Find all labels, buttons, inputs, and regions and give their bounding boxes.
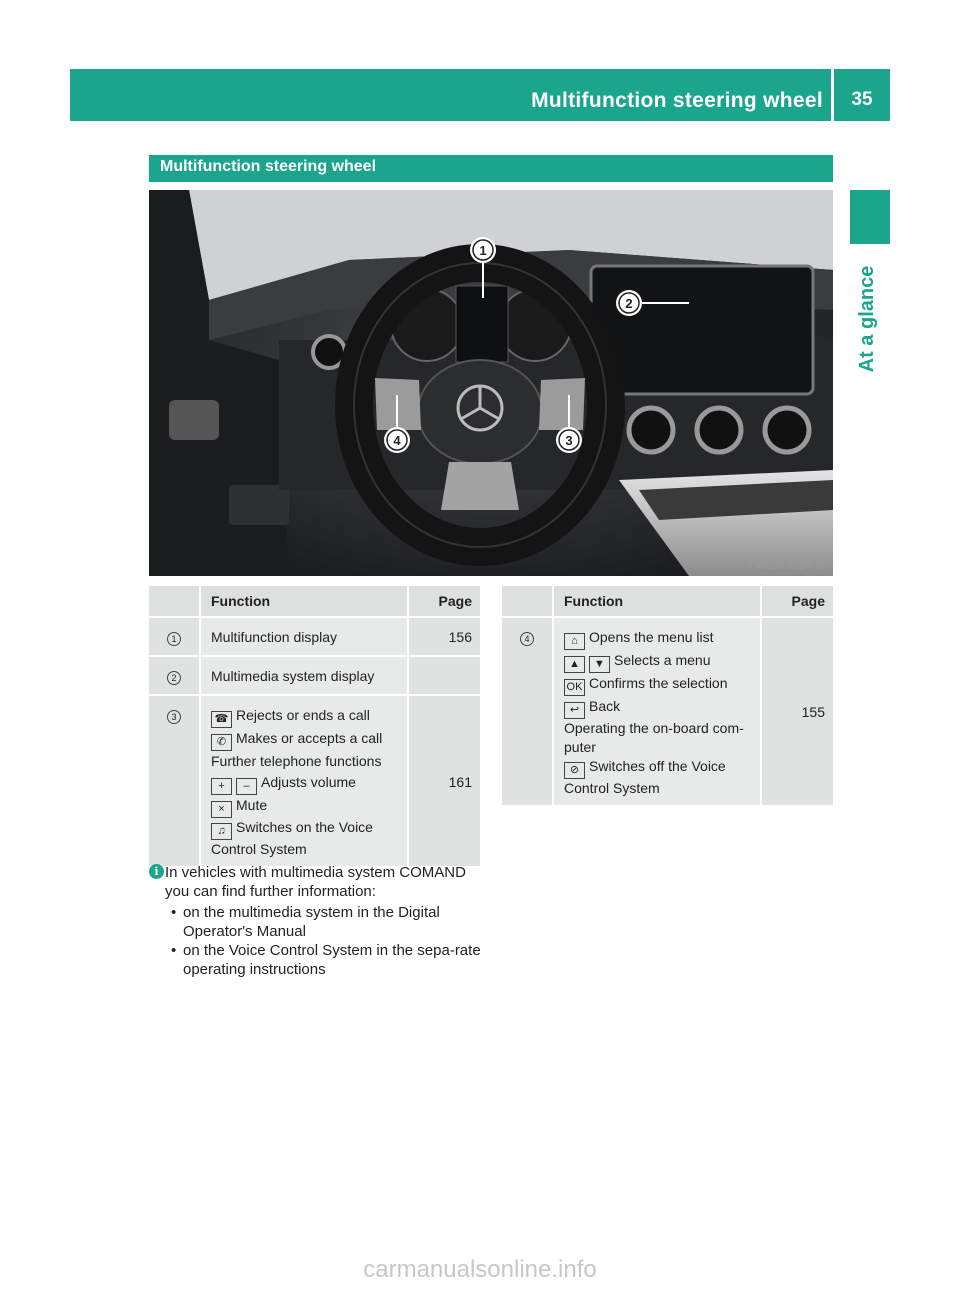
callout-2-label: 2 [625,296,633,311]
item-number: 1 [167,632,181,646]
table-row [502,616,833,805]
info-icon: i [149,864,164,879]
function-text: Operating the on-board com-puter [564,720,744,755]
table-row [149,655,480,694]
callout-3-label: 3 [565,433,573,448]
callout-1 [470,237,496,263]
function-text: Further telephone functions [211,753,382,769]
item-number: 3 [167,710,181,724]
side-tab-label: At a glance [856,265,878,373]
function-text: Back [589,698,621,714]
header-function: Function [552,586,762,616]
page-ref: 161 [409,694,480,866]
plus-icon: + [211,778,232,795]
function-text: Adjusts volume [261,774,356,790]
item-number: 2 [167,671,181,685]
section-title: Multifunction steering wheel [160,158,377,175]
down-icon: ▼ [589,656,610,673]
page-number: 35 [851,89,873,110]
phone-hangup-icon: ☎ [211,711,232,728]
header-function: Function [199,586,409,616]
function-text: Multifunction display [211,629,338,645]
function-text: Selects a menu [614,652,711,668]
ok-icon: OK [564,679,585,696]
item-number: 4 [520,632,534,646]
note-intro: In vehicles with multimedia system COMAND you can find further information: [165,864,466,900]
table-header-row [149,586,480,616]
page-ref [409,655,480,694]
callout-2 [616,290,642,316]
function-text: Makes or accepts a call [236,730,383,746]
callout-4-label: 4 [393,433,401,448]
up-icon: ▲ [564,656,585,673]
voice-off-icon: ⊘ [564,762,585,779]
function-text: Opens the menu list [589,629,714,645]
header-page: Page [409,586,480,616]
function-text: Switches off the Voice Control System [564,758,726,796]
voice-icon: ♫ [211,823,232,840]
list-item: • on the Voice Control System in the sepa-rate operating instructions [165,941,485,979]
section-title-bar [149,155,833,182]
callout-1-label: 1 [479,243,487,258]
table-header-row [502,586,833,616]
cockpit-illustration [149,190,833,576]
header-title-box [70,69,897,121]
minus-icon: – [236,778,257,795]
table-row [149,694,480,866]
callout-3 [556,427,582,453]
info-note [165,863,485,979]
function-text: Mute [236,797,268,813]
function-text: Multimedia system display [211,668,375,684]
watermark: carmanualsonline.info [363,1256,597,1283]
header-num [149,586,199,616]
page-ref: 156 [409,616,480,655]
phone-accept-icon: ✆ [211,734,232,751]
function-text: Switches on the Voice Control System [211,819,373,857]
table-row [149,616,480,655]
mute-icon: × [211,801,232,818]
home-icon: ⌂ [564,633,585,650]
function-table-left [149,586,480,866]
function-text: Confirms the selection [589,675,728,691]
callout-4 [384,427,410,453]
photo-code: P46.10-8224-31 [748,560,827,572]
header-title: Multifunction steering wheel [531,89,823,112]
note-bullets [165,903,485,979]
header-page: Page [762,586,833,616]
function-table-right [502,586,833,805]
back-icon: ↩ [564,702,585,719]
page-ref: 155 [762,616,833,805]
cockpit-photo [149,190,833,576]
list-item: • on the multimedia system in the Digital Operator's Manual [165,903,485,941]
function-text: Rejects or ends a call [236,707,370,723]
header-num [502,586,552,616]
